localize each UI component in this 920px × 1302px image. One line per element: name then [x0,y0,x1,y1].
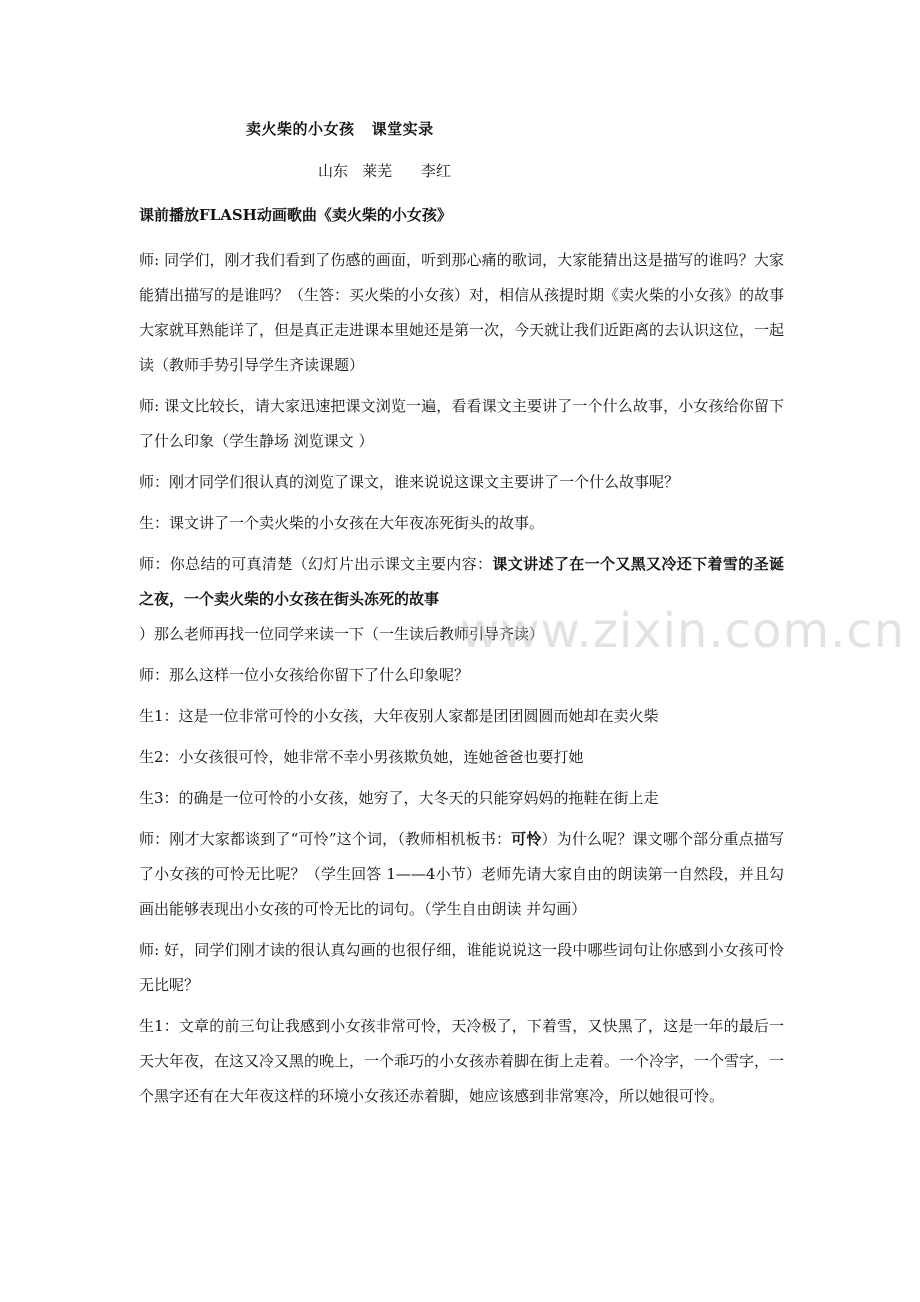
paragraph-7: 师：那么这样一位小女孩给你留下了什么印象呢？ [139,666,470,684]
paragraph-8: 生1：这是一位非常可怜的小女孩，大年夜别人家都是团团圆圆而她却在卖火柴 [139,707,659,725]
paragraph-5 [139,547,784,617]
paragraph-2: 师: 课文比较长，请大家迅速把课文浏览一遍，看看课文主要讲了一个什么故事，小女孩给你留下了什么印象（学生静场 浏览课文 ） [139,397,784,450]
paragraph-12: 师: 好，同学们刚才读的很认真勾画的也很仔细，谁能说说这一段中哪些词句让你感到小女孩可怜无比呢？ [139,941,784,994]
paragraph-5-text: 师：你总结的可真清楚（幻灯片出示课文主要内容： [139,555,493,573]
paragraph-9: 生2：小女孩很可怜，她非常不幸小男孩欺负她，连她爸爸也要打她 [139,748,584,766]
paragraph-10: 生3：的确是一位可怜的小女孩，她穷了，大冬天的只能穿妈妈的拖鞋在街上走 [139,789,659,807]
document-body [139,243,784,1120]
paragraph-4: 生：课文讲了一个卖火柴的小女孩在大年夜冻死街头的故事。 [139,514,545,532]
intro-line: 课前播放FLASH动画歌曲《卖火柴的小女孩》 [139,206,452,224]
paragraph-11-text-a: 师：刚才大家都谈到了“可怜”这个词，（教师相机板书： [139,830,512,848]
paragraph-3: 师：刚才同学们很认真的浏览了课文，谁来说说这课文主要讲了一个什么故事呢？ [139,473,680,491]
paragraph-11-text-b: ）为什么呢？课文哪个部分重点描写了小女孩的可怜无比呢？（学生回答 1——4小节）老师先请大家自由的朗读第一自然段，并且勾画出能够表现出小女孩的可怜无比的词句。（学生自由朗读 并勾画） [139,830,784,918]
board-keyword: 可怜 [511,830,542,848]
document-title: 卖火柴的小女孩 课堂实录 [246,120,434,138]
paragraph-13: 生1：文章的前三句让我感到小女孩非常可怜，天冷极了，下着雪，又快黑了，这是一年的最后一天大年夜，在这又冷又黑的晚上，一个乖巧的小女孩赤着脚在街上走着。一个冷字，一个雪字，一个黑字还有在大年夜这样的环境小女孩还赤着脚，她应该感到非常寒冷，所以她很可怜。 [139,1017,785,1105]
main-content-summary: 课文讲述了在一个又黑又冷还下着雪的圣诞之夜，一个卖火柴的小女孩在街头冻死的故事 [139,555,784,608]
author-line: 山东 莱芜 李红 [318,162,451,180]
paragraph-1: 师: 同学们，刚才我们看到了伤感的画面，听到那心痛的歌词，大家能猜出这是描写的谁吗？大家能猜出描写的是谁吗？（生答：买火柴的小女孩）对，相信从孩提时期《卖火柴的小女孩》的故事大家就耳熟能详了，但是真正走进课本里她还是第一次，今天就让我们近距离的去认识这位，一起读（教师手势引导学生齐读课题） [139,251,785,374]
paragraph-6: ）那么老师再找一位同学来读一下（一生读后教师引导齐读） [139,625,545,643]
watermark: www.zixin.com.cn [460,603,906,659]
paragraph-11 [139,822,784,927]
